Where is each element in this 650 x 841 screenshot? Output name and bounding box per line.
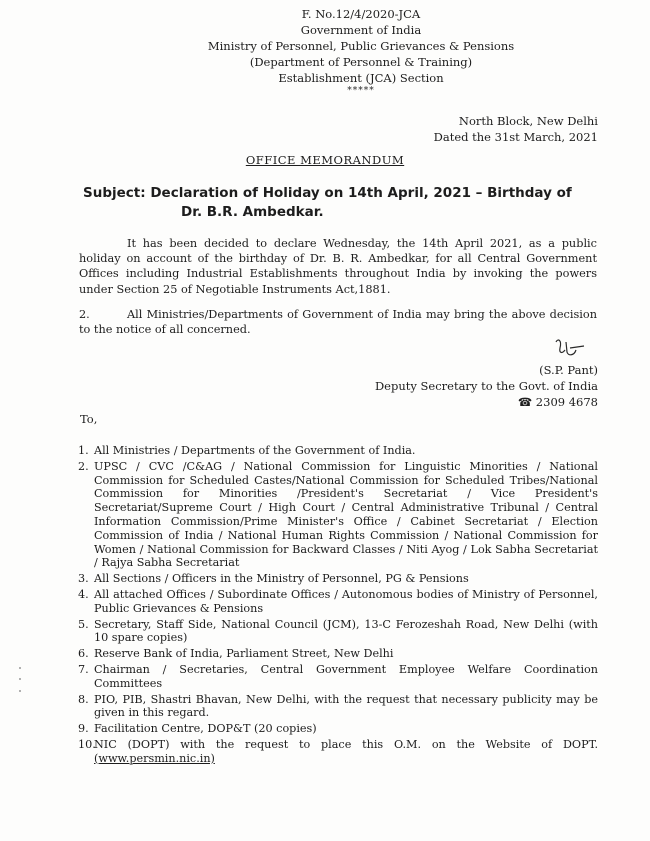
subject [83, 184, 603, 222]
page-title [0, 153, 650, 167]
list-item [78, 722, 598, 736]
list-item-number: 3. [78, 572, 89, 586]
government-line: Government of India [300, 23, 422, 37]
letterhead [0, 6, 650, 96]
list-item-body: All attached Offices / Subordinate Offices / Autonomous bodies of Ministry of Personnel, Public Grievances & Pensions [94, 587, 598, 615]
file-number: F. No.12/4/2020-JCA [301, 7, 421, 21]
list-item-number: 4. [78, 587, 89, 601]
list-item-body: Facilitation Centre, DOP&T (20 copies) [94, 722, 317, 736]
list-item-text [94, 460, 598, 570]
list-item-number: 8. [78, 692, 89, 706]
list-item [78, 572, 598, 586]
list-item-body: UPSC / CVC /C&AG / National Commission for Linguistic Minorities / National Commission for Scheduled Castes/National Commission for Scheduled Tribes/National Commission for Minorities /President's Secretariat / Vice President's Secretariat/Supreme Court / High Court / Central Administrative Tribunal / Central Information Commission/Prime Minister's Office / Cabinet Secretariat / Election Commission of India / National Human Rights Commission / National Commission for Women / National Commission for Backward Classes / Niti Ayog / Lok Sabha Secretariat / Rajya Sabha Secretariat [94, 459, 598, 570]
list-item [78, 618, 598, 646]
list-item-number: 1. [78, 444, 89, 457]
to-label: To, [80, 412, 98, 426]
list-item [78, 444, 598, 458]
section-line: Establishment (JCA) Section [278, 71, 444, 85]
paragraph-2-text: All Ministries/Departments of Government of India may bring the above decision to the notice of all concerned. [79, 308, 597, 337]
list-item-text [94, 647, 598, 661]
list-item-body: PIO, PIB, Shastri Bhavan, New Delhi, with the request that necessary publicity may be given in this regard. [94, 692, 598, 720]
list-item-text [94, 444, 598, 458]
location: North Block, New Delhi [458, 114, 598, 128]
list-item-text [94, 722, 598, 736]
separator-stars: ***** [347, 86, 375, 96]
ministry-line: Ministry of Personnel, Public Grievances & Pensions [207, 39, 515, 53]
list-item-text [94, 618, 598, 646]
list-item-text [94, 693, 598, 721]
signatory-designation: Deputy Secretary to the Govt. of India [374, 379, 598, 393]
place-and-date [434, 113, 598, 145]
recipient-list [78, 444, 598, 768]
scan-marks [18, 665, 22, 695]
list-item-body: All Ministries / Departments of the Government of India. [94, 444, 416, 457]
signatory-phone: ☎ 2309 4678 [517, 395, 598, 409]
list-item-body: Chairman / Secretaries, Central Government Employee Welfare Coordination Committees [94, 662, 598, 690]
date: Dated the 31st March, 2021 [433, 130, 598, 144]
list-item-text [94, 663, 598, 691]
signature-block [375, 338, 598, 410]
list-item-number: 2. [78, 459, 89, 473]
list-item-number: 10. [78, 737, 96, 751]
list-item-number: 7. [78, 662, 89, 676]
subject-label: Subject: [83, 185, 146, 201]
subject-line-1: Declaration of Holiday on 14th April, 2021 – Birthday of [150, 185, 572, 201]
paragraph-1-text: It has been decided to declare Wednesday, the 14th April 2021, as a public holiday on account of the birthday of Dr. B. R. Ambedkar, for all Central Government Offices including Industrial Establishments throughout India by invoking the powers under Section 25 of Negotiable Instruments Act,1881. [79, 237, 597, 296]
list-item-text [94, 572, 598, 586]
list-item-body: Reserve Bank of India, Parliament Street, New Delhi [94, 647, 394, 661]
memo-title-text: OFFICE MEMORANDUM [245, 153, 405, 167]
list-item-number: 5. [78, 617, 89, 631]
list-item-text [94, 738, 598, 766]
list-item [78, 647, 598, 661]
list-item [78, 663, 598, 691]
paragraph-2-number: 2. [79, 308, 90, 321]
list-item-body: NIC (DOPT) with the request to place this O.M. on the Website of DOPT. [94, 737, 598, 751]
list-item-body: All Sections / Officers in the Ministry of Personnel, PG & Pensions [94, 572, 469, 586]
website-link[interactable]: (www.persmin.nic.in) [94, 751, 215, 765]
list-item [78, 460, 598, 570]
list-item-body: Secretary, Staff Side, National Council (JCM), 13-C Ferozeshah Road, New Delhi (with 10 spare copies) [94, 617, 598, 645]
subject-line-2: Dr. B.R. Ambedkar. [181, 204, 324, 220]
list-item-text [94, 588, 598, 616]
department-line: (Department of Personnel & Training) [249, 55, 473, 69]
handwritten-signature-icon [550, 336, 586, 360]
list-item-number: 9. [78, 722, 89, 736]
paragraph-2 [79, 307, 597, 337]
paragraph-1 [79, 236, 597, 297]
list-item [78, 693, 598, 721]
list-item [78, 738, 598, 766]
list-item [78, 588, 598, 616]
list-item-number: 6. [78, 647, 89, 661]
signatory-name: (S.P. Pant) [539, 363, 598, 377]
